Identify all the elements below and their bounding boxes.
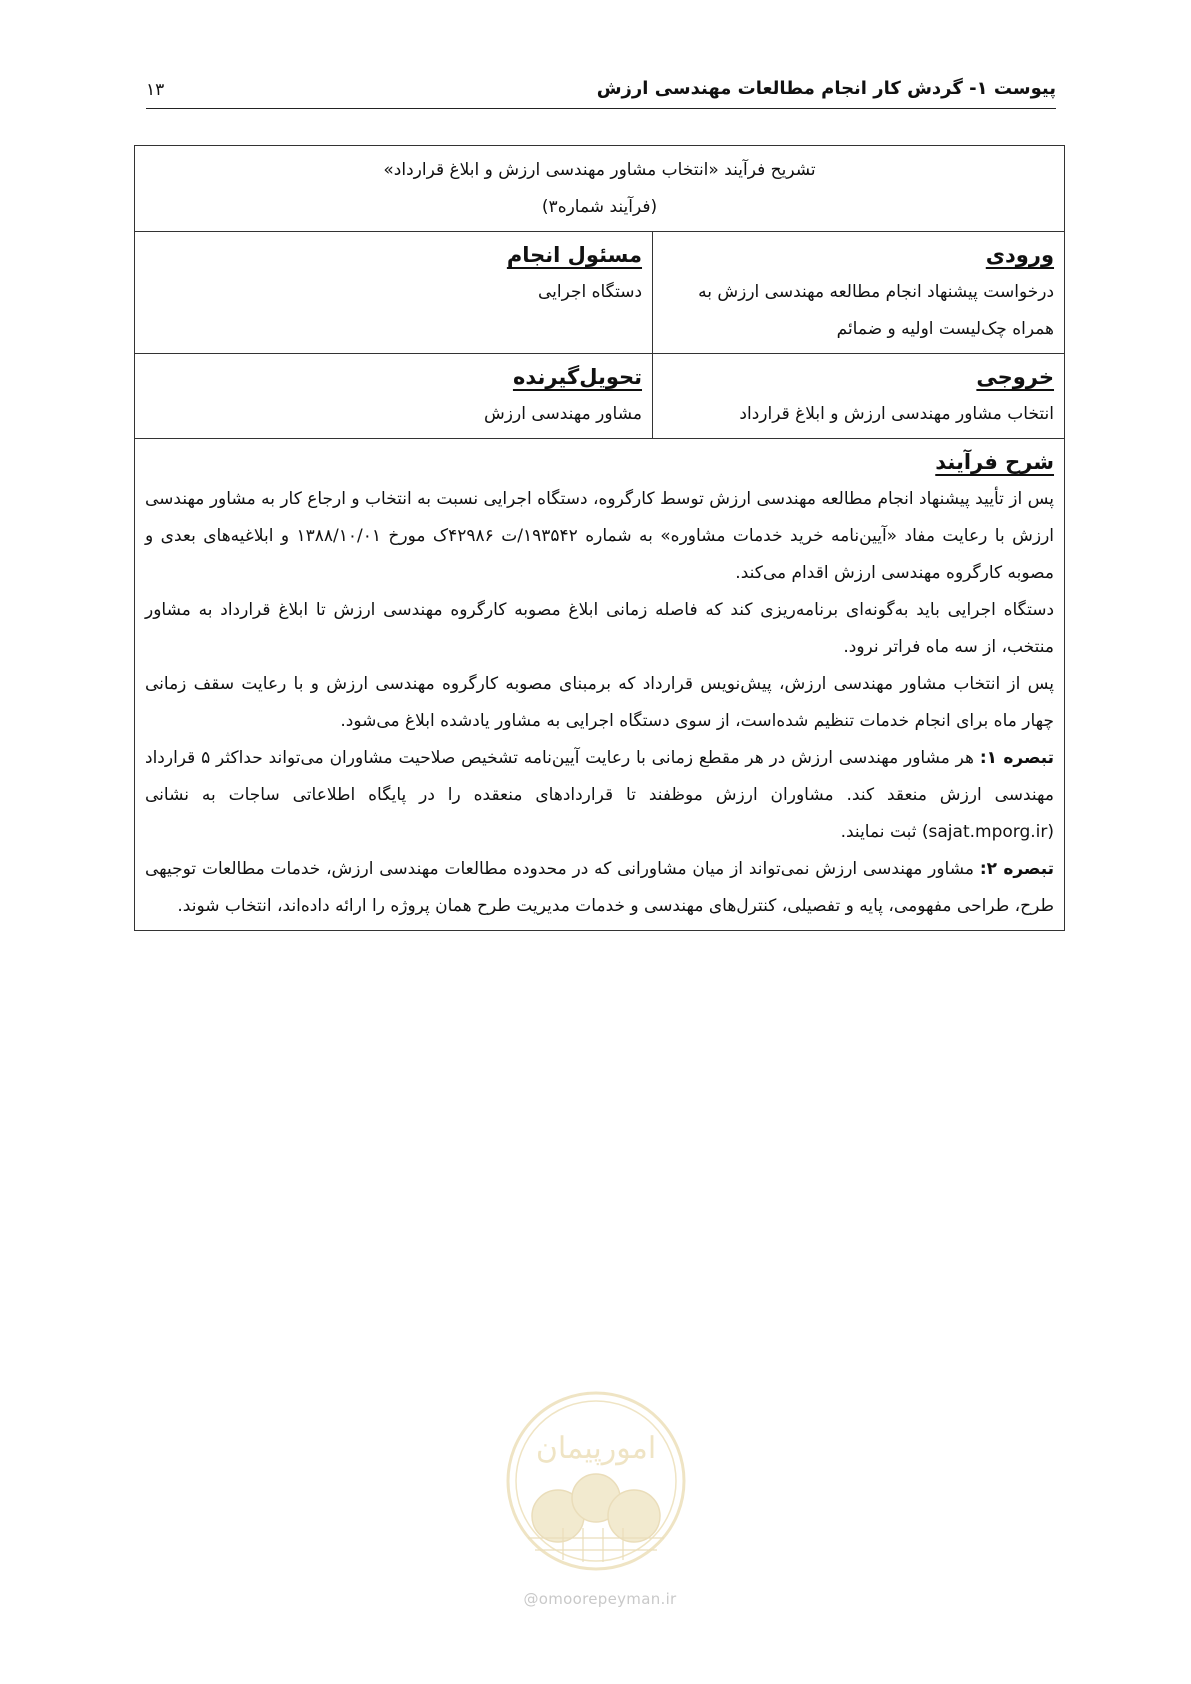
watermark-url: @omoorepeyman.ir: [523, 1590, 677, 1608]
note-1: [145, 740, 1054, 851]
output-value: انتخاب مشاور مهندسی ارزش و ابلاغ قرارداد: [739, 404, 1055, 424]
page-number: ۱۳: [146, 80, 165, 100]
note-1-text-b: ) ثبت نمایند.: [840, 822, 929, 842]
input-label: ورودی: [985, 243, 1055, 267]
note-2: [145, 851, 1054, 925]
document-title: پیوست ۱- گردش کار انجام مطالعات مهندسی ارزش: [596, 78, 1056, 99]
paragraph-1: پس از تأیید پیشنهاد انجام مطالعه مهندسی ارزش توسط کارگروه، دستگاه اجرایی نسبت به انتخاب و ارجاع کار به مشاور مهندسی ارزش با رعایت مفاد «آیین‌نامه خرید خدمات مشاوره» به شماره ۱۹۳۵۴۲/ت ۴۲۹۸۶ک مورخ ۱۳۸۸/۱۰/۰۱ و ابلاغیه‌های بعدی و مصوبه کارگروه مهندسی ارزش اقدام می‌کند.: [145, 489, 1055, 583]
note-2-text: مشاور مهندسی ارزش نمی‌تواند از میان مشاورانی که در محدوده مطالعات مهندسی ارزش، خدمات مطالعات توجیهی طرح، طراحی مفهومی، پایه و تفصیلی، کنترل‌های مهندسی و خدمات مدیریت طرح همان پروژه را ارائه داده‌اند، انتخاب شوند.: [145, 859, 1055, 916]
receiver-cell: [135, 354, 653, 439]
responsible-cell: [135, 232, 653, 354]
process-table: [134, 145, 1065, 931]
input-cell: [653, 232, 1065, 354]
note-1-text-a: هر مشاور مهندسی ارزش در هر مقطع زمانی با رعایت آیین‌نامه تشخیص صلاحیت مشاوران می‌تواند حداکثر ۵ قرارداد مهندسی ارزش منعقد کند. مشاوران ارزش موظفند تا قراردادهای منعقده را در پایگاه اطلاعاتی ساجات به نشانی (: [145, 748, 1055, 842]
sajat-url: sajat.mporg.ir: [928, 822, 1048, 842]
output-cell: [653, 354, 1065, 439]
paragraph-2: دستگاه اجرایی باید به‌گونه‌ای برنامه‌ریزی کند که فاصله زمانی ابلاغ مصوبه کارگروه مهندسی ارزش تا ابلاغ قرارداد به مشاور منتخب، از سه ماه فراتر نرود.: [145, 600, 1055, 657]
paragraph-3: پس از انتخاب مشاور مهندسی ارزش، پیش‌نویس قرارداد که برمبنای مصوبه کارگروه مهندسی ارزش و با رعایت سقف زمانی چهار ماه برای انجام خدمات تنظیم شده‌است، از سوی دستگاه اجرایی به مشاور یادشده ابلاغ می‌شود.: [145, 674, 1055, 731]
page-header: [146, 70, 1056, 109]
output-label: خروجی: [976, 365, 1055, 389]
receiver-label: تحویل‌گیرنده: [512, 365, 643, 389]
process-title-cell: [135, 146, 1065, 232]
responsible-value: دستگاه اجرایی: [537, 282, 643, 302]
note-2-label: تبصره ۲:: [979, 859, 1055, 879]
watermark-logo-text: امورپیمان: [535, 1431, 657, 1466]
watermark-logo: [503, 1388, 689, 1574]
responsible-label: مسئول انجام: [506, 243, 643, 267]
note-1-label: تبصره ۱:: [979, 748, 1055, 768]
process-title: تشریح فرآیند «انتخاب مشاور مهندسی ارزش و ابلاغ قرارداد»: [383, 160, 816, 180]
description-label: شرح فرآیند: [935, 450, 1055, 474]
description-cell: [135, 439, 1065, 931]
process-number: (فرآیند شماره۳): [541, 197, 658, 217]
input-value: درخواست پیشنهاد انجام مطالعه مهندسی ارزش به همراه چک‌لیست اولیه و ضمائم: [698, 282, 1055, 339]
receiver-value: مشاور مهندسی ارزش: [484, 404, 643, 424]
